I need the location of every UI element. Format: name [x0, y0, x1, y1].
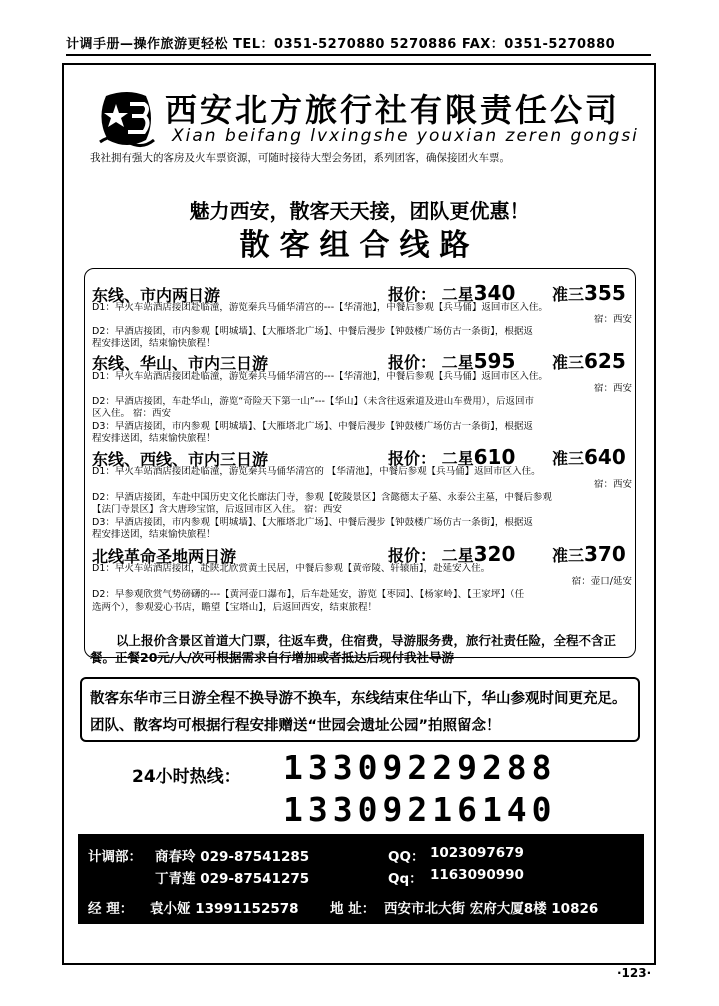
slogan: 魅力西安，散客天天接，团队更优惠！ [189, 199, 530, 223]
route-detail: D1：早火车站酒店接团赴临潼，游览秦兵马俑华清宫的---【华清池】，中餐后参观【兵马俑】返回市区入住。 [92, 302, 548, 313]
qq-number: 1163090990 [430, 867, 524, 883]
company-logo [94, 86, 160, 152]
route-price-2star: 报价： 二星595 [388, 349, 516, 373]
route-detail: 【法门寺景区】含大唐珍宝馆，后返回市区入住。 宿：西安 [92, 504, 343, 515]
route-detail: 程安排送团，结束愉快旅程！ [92, 338, 216, 349]
route-detail: 选两个），参观爱心书店，瞻望【宝塔山】，后返回西安，结束旅程！ [92, 602, 378, 613]
contact-person: 商春玲 029-87541285 [155, 849, 310, 865]
hotline-label: 24小时热线： [132, 767, 241, 787]
page-number: ·123· [617, 966, 652, 980]
section-title: 散客组合线路 [239, 228, 480, 263]
route-detail: D3：早酒店接团，市内参观【明城墙】、【大雁塔北广场】、中餐后漫步【钟鼓楼广场仿古一条街】，根据返 [92, 421, 533, 432]
route-title: 东线、西线、市内三日游 [92, 450, 269, 469]
company-description: 我社拥有强大的客房及火车票资源，可随时接待大型会务团，系列团客，确保接团火车票。 [90, 152, 510, 164]
company-name: 西安北方旅行社有限责任公司 [165, 91, 621, 129]
route-price-2star: 报价： 二星610 [388, 445, 516, 469]
route-price-3star: 准三640 [552, 445, 626, 469]
route-price-2star: 报价： 二星340 [388, 281, 516, 305]
address-label: 地 址： [330, 901, 376, 917]
manager-label: 经 理： [88, 901, 134, 917]
hotline-phone: 13309229288 [283, 748, 557, 787]
promo-line: 团队、散客均可根据行程安排赠送“世园会遗址公园”拍照留念！ [90, 718, 501, 734]
route-price-2star: 报价： 二星320 [388, 542, 516, 566]
qq-label: Qq： [388, 871, 423, 887]
manager-contact: 袁小娅 13991152578 [150, 901, 299, 917]
dept-label: 计调部： [88, 849, 142, 865]
contact-person: 丁青莲 029-87541275 [155, 871, 310, 887]
price-note: 以上报价含景区首道大门票，往返车费，住宿费，导游服务费，旅行社责任险，全程不含正餐。正餐20元/人/次可根据需求自行增加或者抵达后现付我社导游 [90, 633, 617, 665]
route-price-3star: 准三370 [552, 542, 626, 566]
header-divider [66, 54, 651, 56]
route-detail: 区入住。 宿：西安 [92, 408, 172, 419]
route-detail: D2：早参观欣赏气势磅礴的---【黄河壶口瀑布】，后车赴延安，游览【枣园】、【杨家岭】、【王家坪】（任 [92, 589, 525, 600]
route-price-3star: 准三625 [552, 349, 626, 373]
route-detail: 程安排送团，结束愉快旅程！ [92, 529, 216, 540]
route-detail: D1：早火车站酒店接团赴临潼，游览秦兵马俑华清宫的---【华清池】，中餐后参观【兵马俑】返回市区入住。 [92, 371, 548, 382]
route-detail: 宿：西安 [593, 314, 632, 325]
route-detail: 程安排送团，结束愉快旅程！ [92, 433, 216, 444]
page-header: 计调手册—操作旅游更轻松 TEL：0351-5270880 5270886 FAX：0351-5270880 [66, 37, 616, 52]
route-detail: D2：早酒店接团，车赴中国历史文化长廊法门寺，参观【乾陵景区】含懿德太子墓、永泰公主墓，中餐后参观 [92, 492, 552, 503]
route-detail: D2：早酒店接团，市内参观【明城墙】、【大雁塔北广场】、中餐后漫步【钟鼓楼广场仿古一条街】，根据返 [92, 326, 533, 337]
qq-label: QQ： [388, 849, 425, 865]
route-title: 北线革命圣地两日游 [92, 547, 237, 566]
route-detail: D1：早火车站酒店接团，赴陕北欣赏黄土民居，中餐后参观【黄帝陵、轩辕庙】，赴延安入住。 [92, 563, 491, 574]
route-detail: D2：早酒店接团，车赴华山，游览“奇险天下第一山”---【华山】（未含往返索道及进山车费用），后返回市 [92, 396, 534, 407]
route-detail: 宿：西安 [593, 479, 632, 490]
hotline-phone: 13309216140 [283, 790, 557, 829]
route-detail: D1：早火车站酒店接团赴临潼，游览秦兵马俑华清宫的 【华清池】，中餐后参观【兵马俑】返回市区入住。 [92, 466, 541, 477]
route-title: 东线、市内两日游 [92, 286, 221, 305]
route-detail: 宿：西安 [593, 383, 632, 394]
route-price-3star: 准三355 [552, 281, 626, 305]
route-detail: 宿：壶口/延安 [571, 576, 632, 587]
company-pinyin: Xian beifang lvxingshe youxian zeren gongsi [172, 126, 639, 146]
route-title: 东线、华山、市内三日游 [92, 354, 269, 373]
promo-line: 散客东华市三日游全程不换导游不换车，东线结束住华山下，华山参观时间更充足。 [90, 691, 627, 707]
route-detail: D3：早酒店接团，市内参观【明城墙】、【大雁塔北广场】、中餐后漫步【钟鼓楼广场仿古一条街】，根据返 [92, 517, 533, 528]
qq-number: 1023097679 [430, 845, 524, 861]
address: 西安市北大街 宏府大厦8楼 10826 [384, 901, 599, 917]
